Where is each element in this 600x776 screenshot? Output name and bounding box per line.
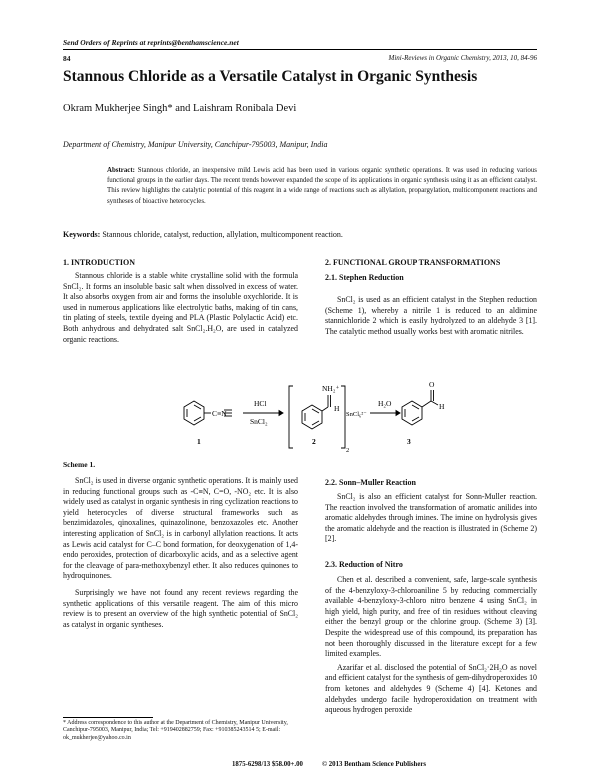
header-rule: [63, 49, 537, 50]
subsection-sonn-muller: 2.2. Sonn–Muller Reaction: [325, 478, 416, 487]
right-bracket: [341, 386, 345, 448]
scheme-1-diagram: [150, 378, 470, 456]
keywords-text: Stannous chloride, catalyst, reduction, allylation, multicomponent reaction.: [102, 230, 343, 239]
aldehyde-h-label: H: [439, 402, 445, 411]
keywords: [63, 230, 343, 239]
reagent-hcl: HCl: [254, 399, 267, 408]
aldehyde-o-label: O: [429, 380, 435, 389]
intro-paragraph-3: Surprisingly we have not found any recent reviews regarding the synthetic applications of this versatile reagent. The aim of this micro review is to present an overview of the high synthetic potential of SnCl₂ as catalyst in organic syntheses.: [63, 587, 298, 629]
nitro-paragraph-2: Azarifar et al. disclosed the potential of SnCl₂·2H₂O as novel and efficient catalyst for the synthesis of gem-dihydroperoxides 10 from ketones and aldehydes 9 (Scheme 4) [4]. Ketones and aldehydes undergo facile hydroperoxidation on treatment with aqueous hydrogen peroxide: [325, 662, 537, 715]
abstract-text: Stannous chloride, an inexpensive mild Lewis acid has been used in various organic synthetic operations. It was used in reducing various functional groups in the earlier days. The recent trends however expanded the scope of its applications in organic synthesis using it as an efficient catalyst. This review highlights the catalytic potential of this reagent in a wide range of reactions such as allylation, propargylation, multicomponent reactions and syntheses of bioactive heterocycles.: [107, 167, 537, 205]
nitrile-label: C≡N: [212, 409, 227, 418]
stephen-reduction-text: SnCl₂ is used as an efficient catalyst in the Stephen reduction (Scheme 1), whereby a nitrile 1 is reduced to an aldimine stannichloride 2 which is easily hydrolyzed to an aldehyde 3 [1]. The catalytic method usually works best with aromatic nitriles.: [325, 295, 537, 336]
abstract: [107, 166, 537, 207]
compound-2-label: 2: [312, 437, 316, 446]
salt-label: SnCl₆²⁻: [346, 411, 367, 418]
reduction-nitro-text: [325, 575, 537, 716]
author-list: Okram Mukherjee Singh* and Laishram Ronibala Devi: [63, 103, 297, 114]
sonn-muller-text: SnCl₂ is also an efficient catalyst for Sonn-Muller reaction. The reaction involved the transformation of aromatic anilides into aromatic aldehydes through imines. The imine on hydrolysis gives the aromatic aldehyde and the reaction is illustrated in (Scheme 2) [2].: [325, 492, 537, 544]
intro-paragraphs-continued: [63, 476, 298, 630]
copyright: © 2013 Bentham Science Publishers: [322, 761, 427, 768]
keywords-label: Keywords:: [63, 230, 101, 239]
compound-3-label: 3: [407, 437, 411, 446]
bracket-subscript: 2: [346, 447, 350, 454]
section-heading-transformations: 2. FUNCTIONAL GROUP TRANSFORMATIONS: [325, 258, 501, 267]
intro-paragraph-1: Stannous chloride is a stable white crystalline solid with the formula SnCl₂. It forms an insoluble basic salt when dissolved in excess of water. It also absorbs oxygen from air and forms the insoluble oxychloride. It is used in numerous applications like electrolytic baths, making of tin cans, tin plating of steels, textile dyeing and PLA (Plastic Polylactic Acid) etc. Both anhydrous and dehydrated salt SnCl₂.H₂O, are used in catalyzed organic reactions.: [63, 271, 298, 344]
footnote-rule: [63, 717, 153, 718]
iminium-label: NH₂⁺: [322, 384, 340, 393]
compound-1-label: 1: [197, 437, 201, 446]
issn-price: 1875-6298/13 $58.00+.00: [232, 761, 303, 768]
scheme-1-caption: Scheme 1.: [63, 460, 96, 469]
subsection-reduction-nitro: 2.3. Reduction of Nitro: [325, 560, 403, 569]
correspondence-footnote: * Address correspondence to this author at the Department of Chemistry, Manipur University, Canchipur-795003, Manipur, India; Tel: +919402882759; Fax: +910385243514 5; E-mail: ok_mukherjee@yahoo.co.in: [63, 720, 288, 741]
reprints-notice: Send Orders of Reprints at reprints@benthamscience.net: [63, 38, 239, 47]
reagent-sncl2: SnCl₂: [250, 417, 268, 426]
abstract-label: Abstract:: [107, 167, 135, 174]
nitro-paragraph-1: Chen et al. described a convenient, safe, large-scale synthesis of the 4-benzyloxy-3-chloroaniline 5 by reducing commercially available 4-benzyloxy-3-chloro nitro benzene 4 using SnCl₂ in high yield, high purity, and free of tin residues without cleaving either the benzyl group or the chlorine group. (Scheme 3) [3]. Despite the widespread use of this compound, its preparation has not been thoroughly discussed in the literature except for a few limited examples.: [325, 575, 537, 659]
affiliation: Department of Chemistry, Manipur University, Canchipur-795003, Manipur, India: [63, 140, 328, 149]
section-heading-introduction: 1. INTRODUCTION: [63, 258, 136, 267]
paper-title: Stannous Chloride as a Versatile Catalyst in Organic Synthesis: [63, 68, 478, 85]
left-bracket: [289, 386, 293, 448]
intro-paragraph-2: SnCl₂ is used in diverse organic synthetic operations. It is mainly used in reducing functional groups such as -C≡N, C=O, -NO₂ etc. It is also widely used as catalyst in organic synthesis in ring cyclization reactions to yield heterocycles of diverse structural frameworks such as benzimidazoles, qinoxalines, quinazolinone, benzoxazoles etc. Another interesting application of SnCl₂ is in carbonyl allylation reactions. It acts as Lewis acid catalyst for C–C bond formation, for deoxygenation of 1,4-endo peroxides, protection of dicarboxylic acids, and as a selective agent for the cleavage of para-methoxybenzyl ether. It also reduces quinones to hydroquinones.: [63, 476, 298, 581]
subsection-stephen-reduction: 2.1. Stephen Reduction: [325, 273, 404, 282]
page-number: 84: [63, 54, 71, 63]
journal-citation: Mini-Reviews in Organic Chemistry, 2013, 10, 84-96: [388, 54, 537, 62]
iminium-h-label: H: [334, 404, 340, 413]
reagent-water: H₂O: [378, 399, 392, 408]
